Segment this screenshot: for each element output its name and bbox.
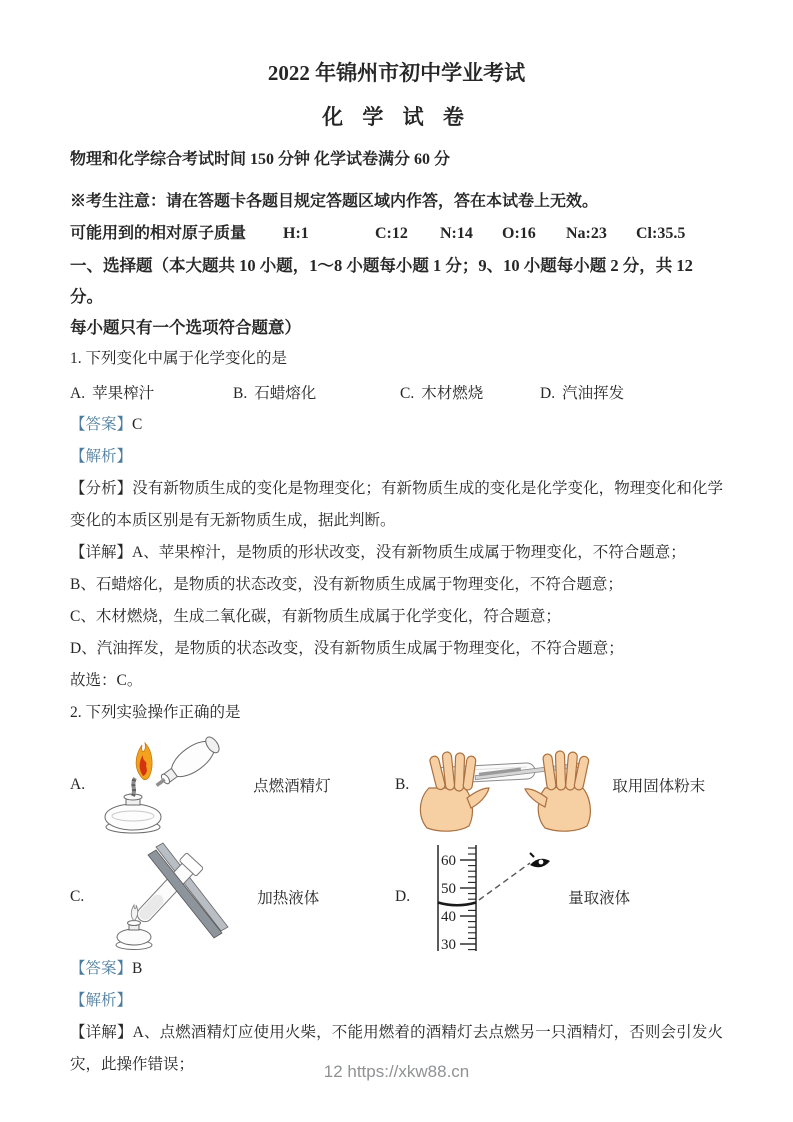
q2-figure-c-label: C.	[70, 888, 85, 905]
section1-heading-line2: 每小题只有一个选项符合题意）	[70, 318, 301, 337]
q1-option-c-label: C.	[400, 385, 415, 402]
q1-option-d-label: D.	[540, 385, 556, 402]
scale-60: 60	[441, 853, 457, 869]
q1-analysis: 【分析】没有新物质生成的变化是物理变化；有新物质生成的变化是化学变化，物理变化和化学变化的本质区别是有无新物质生成，据此判断。	[70, 480, 723, 529]
q1-detail-line-2: B、石蜡熔化，是物质的状态改变，没有新物质生成属于物理变化，不符合题意；	[70, 576, 623, 593]
q2-figure-d	[395, 841, 630, 953]
heating-liquid-figure	[92, 841, 247, 953]
atomic-mass-row	[70, 222, 723, 245]
q2-figure-b-caption: 取用固体粉末	[612, 778, 706, 795]
atomic-mass-label: 可能用到的相对原子质量	[70, 225, 247, 242]
q2-figure-b	[395, 736, 705, 834]
q1-jiexi-line	[70, 441, 723, 473]
q1-option-c-text: 木材燃烧	[421, 385, 484, 402]
scale-40: 40	[441, 909, 457, 925]
q1-option-d	[540, 379, 624, 409]
sight-line	[479, 863, 530, 900]
q1-detail-line-1: 【详解】A、苹果榨汁，是物质的形状改变，没有新物质生成属于物理变化，不符合题意；	[70, 544, 686, 561]
q2-figure-a-caption: 点燃酒精灯	[253, 778, 331, 795]
atomic-mass-N: N:14	[440, 225, 473, 242]
meniscus-icon	[438, 903, 476, 906]
q1-option-b-text: 石蜡熔化	[254, 385, 317, 402]
q2-stem: 2. 下列实验操作正确的是	[70, 704, 241, 721]
q2-figure-a-label: A.	[70, 776, 86, 793]
tilted-lamp-icon	[150, 733, 224, 795]
q1-answer-tag: 【答案】	[70, 416, 133, 433]
q2-answer-line	[70, 953, 723, 985]
q1-option-a-text: 苹果榨汁	[92, 385, 155, 402]
small-flame-icon	[132, 905, 138, 921]
candidate-notice: ※考生注意：请在答题卡各题目规定答题区域内作答，答在本试卷上无效。	[70, 193, 599, 210]
atomic-mass-O: O:16	[502, 225, 536, 242]
page-subtitle: 化 学 试 卷	[322, 105, 471, 129]
q1-options-row	[70, 379, 723, 409]
powder-transfer-figure	[417, 736, 602, 834]
q1-detail-line-3: C、木材燃烧，生成二氧化碳，有新物质生成属于化学变化，符合题意；	[70, 608, 561, 625]
q2-figure-a	[70, 733, 395, 837]
q2-figure-row-2	[70, 841, 723, 953]
footer-watermark: 12 https://xkw88.cn	[323, 1062, 470, 1081]
q1-option-a-label: A.	[70, 385, 86, 402]
q2-figure-row-1	[70, 733, 723, 837]
scale-50: 50	[441, 881, 457, 897]
page-title: 2022 年锦州市初中学业考试	[267, 61, 526, 85]
q1-detail-line-4: D、汽油挥发，是物质的状态改变，没有新物质生成属于物理变化，不符合题意；	[70, 640, 624, 657]
atomic-mass-Na: Na:23	[566, 225, 607, 242]
measuring-cylinder-figure	[418, 841, 558, 953]
atomic-mass-H: H:1	[283, 225, 309, 242]
q2-figure-c	[70, 841, 395, 953]
q2-detail: 【详解】A、点燃酒精灯应使用火柴，不能用燃着的酒精灯去点燃另一只酒精灯，否则会引发火灾，此操作错误；	[70, 1024, 723, 1073]
q1-option-d-text: 汽油挥发	[562, 385, 625, 402]
q2-figure-d-caption: 量取液体	[568, 890, 631, 907]
q2-answer-tag: 【答案】	[70, 960, 133, 977]
scale-30: 30	[441, 937, 457, 953]
q2-figure-d-label: D.	[395, 888, 411, 905]
q2-answer-value: B	[132, 960, 143, 977]
left-hand-icon	[421, 752, 490, 832]
q2-figure-c-caption: 加热液体	[257, 890, 320, 907]
q1-option-b	[233, 379, 400, 409]
section1-heading-line1: 一、选择题（本大题共 10 小题，1～8 小题每小题 1 分；9、10 小题每小题 2 分，共 12 分。	[70, 256, 693, 306]
right-hand-icon	[525, 751, 590, 831]
section1-heading	[70, 250, 723, 343]
alcohol-lamp-lighting-figure	[93, 733, 243, 837]
q1-stem: 1. 下列变化中属于化学变化的是	[70, 350, 288, 367]
exam-info-line: 物理和化学综合考试时间 150 分钟 化学试卷满分 60 分	[70, 151, 451, 168]
q2-jiexi-line	[70, 985, 723, 1017]
q1-answer-value: C	[132, 416, 143, 433]
atomic-mass-C: C:12	[375, 225, 408, 242]
q2-jiexi-tag: 【解析】	[70, 992, 133, 1009]
q1-conclusion: 故选：C。	[70, 672, 143, 689]
q1-answer-line	[70, 409, 723, 441]
q1-option-b-label: B.	[233, 385, 248, 402]
q2-figure-b-label: B.	[395, 776, 410, 793]
q1-option-a	[70, 379, 233, 409]
q1-option-c	[400, 379, 540, 409]
q1-jiexi-tag: 【解析】	[70, 448, 133, 465]
atomic-mass-Cl: Cl:35.5	[636, 225, 686, 242]
